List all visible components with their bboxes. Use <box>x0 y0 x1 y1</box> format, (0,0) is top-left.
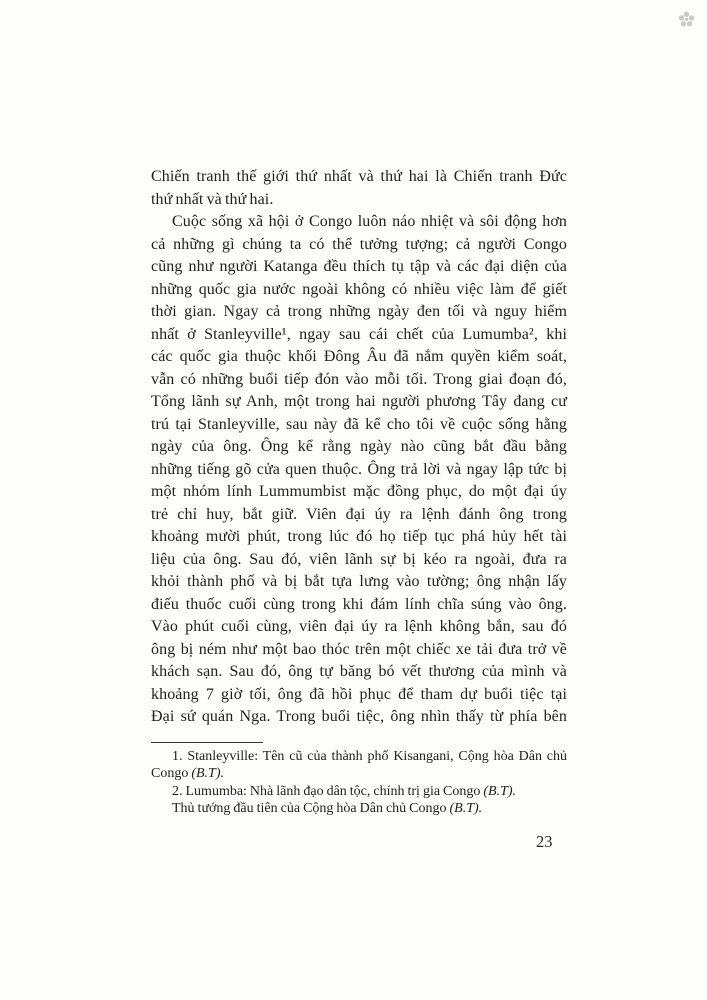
body-text-line: thứ nhất và thứ hai. <box>151 190 274 208</box>
body-text-line: cả những gì chúng ta có thể tưởng tượng; cả người Congo <box>151 235 567 253</box>
flower-ornament-icon <box>678 11 695 28</box>
body-text-line: cũng như người Katanga đều thích tụ tập và các đại diện của <box>151 258 567 275</box>
body-text-line: một nhóm lính Lummumbist mặc đồng phục, do một đại úy <box>151 483 567 500</box>
body-text-line: khỏi thành phố và bị bắt tựa lưng vào tường; ông nhận lấy <box>151 573 567 590</box>
body-text-line: vẫn có những buổi tiếp đón vào mỗi tối. Trong giai đoạn đó, <box>151 370 567 388</box>
page-number: 23 <box>536 832 553 851</box>
body-text-line: liệu của ông. Sau đó, viên lãnh sự bị kéo ra ngoài, đưa ra <box>151 550 567 568</box>
footnote-line: Thủ tướng đầu tiên của Cộng hòa Dân chủ Congo (B.T). <box>172 800 483 816</box>
body-text-line: Chiến tranh thế giới thứ nhất và thứ hai là Chiến tranh Đức <box>151 168 567 185</box>
body-text-line: Đại sứ quán Nga. Trong buổi tiệc, ông nhìn thấy từ phía bên <box>151 708 567 725</box>
body-text-line: Tổng lãnh sự Anh, một trong hai người phương Tây đang cư <box>151 393 567 410</box>
body-text-line: những tiếng gõ cửa quen thuộc. Ông trả lời và ngay lập tức bị <box>151 460 567 478</box>
body-text-line: khoảng 7 giờ tối, ông đã hồi phục để tham dự buổi tiệc tại <box>151 685 567 703</box>
body-text-line: thời gian. Ngay cả trong những ngày đen tối và nguy hiểm <box>151 303 567 320</box>
body-text-line: những quốc gia nước ngoài không có nhiều việc làm để giết <box>151 280 567 298</box>
body-text-line: khách sạn. Sau đó, ông tự băng bó vết thương của mình và <box>151 663 567 680</box>
body-text-line: các quốc gia thuộc khối Đông Âu đã nắm quyền kiểm soát, <box>151 348 567 365</box>
body-text-line: ngày của ông. Ông kể rằng ngày nào cũng bắt đầu bằng <box>151 438 567 455</box>
body-text-line: nhất ở Stanleyville¹, ngay sau cái chết của Lumumba², khi <box>151 325 567 343</box>
footnote-line: 2. Lumumba: Nhà lãnh đạo dân tộc, chính trị gia Congo (B.T). <box>172 783 517 799</box>
body-text-line: điếu thuốc cuối cùng trong khi đám lính chĩa súng vào ông. <box>151 595 567 613</box>
body-text-line: trú tại Stanleyville, sau này đã kể cho tôi về cuộc sống hằng <box>151 415 567 433</box>
body-text <box>151 166 567 729</box>
body-text-line: khoảng mười phút, trong lúc đó họ tiếp tục phá hủy hết tài <box>151 528 567 545</box>
footnote-separator <box>151 742 263 743</box>
footnote-line: Congo (B.T). <box>151 766 225 782</box>
body-text-line: trẻ chỉ huy, bắt giữ. Viên đại úy ra lệnh đánh ông trong <box>151 505 567 523</box>
footnote-line: 1. Stanleyville: Tên cũ của thành phố Kisangani, Cộng hòa Dân chủ <box>172 749 567 764</box>
body-text-line: ông bị ném như một bao thóc trên một chiếc xe tải đưa trở về <box>151 640 567 658</box>
body-text-line: Cuộc sống xã hội ở Congo luôn náo nhiệt và sôi động hơn <box>172 213 567 230</box>
footnotes <box>151 748 567 817</box>
body-text-line: Vào phút cuối cùng, viên đại úy ra lệnh không bắn, sau đó <box>151 618 567 635</box>
